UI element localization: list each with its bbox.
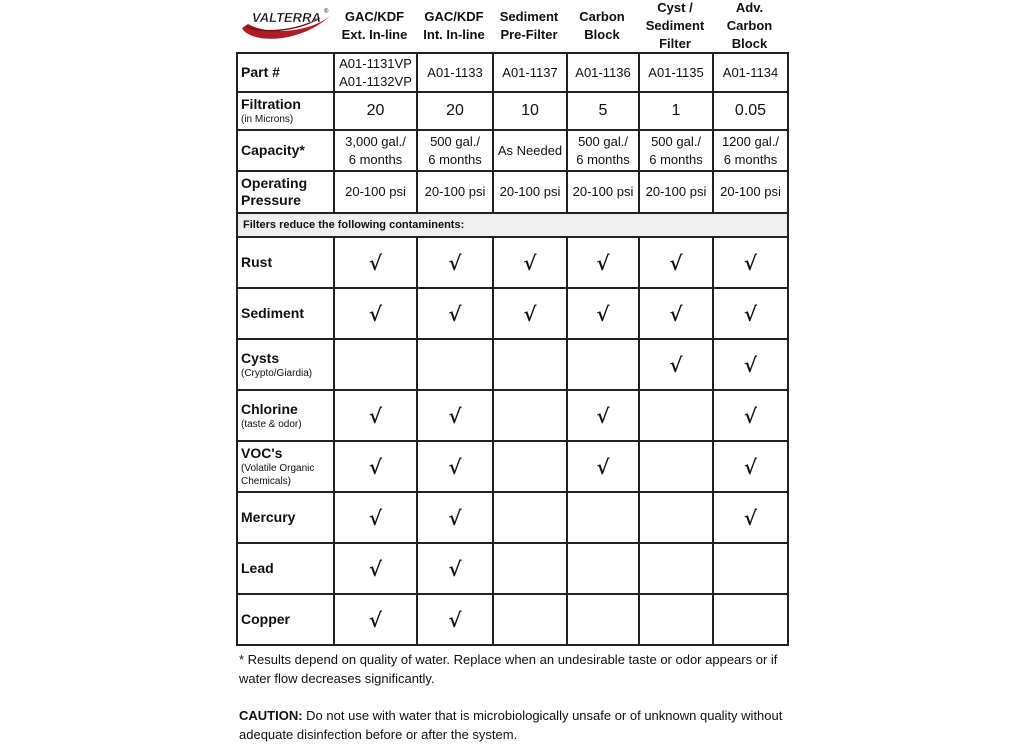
filtration-cell: 5 — [567, 92, 639, 130]
capacity-cell: 1200 gal./ 6 months — [713, 130, 788, 171]
spec-label-capacity — [237, 130, 334, 171]
row-label: VOC's — [241, 445, 283, 461]
empty-cell — [567, 492, 639, 543]
column-header: Cyst / Sediment Filter — [645, 0, 705, 51]
check-mark-cell: √ — [713, 390, 788, 441]
spec-row-part — [237, 53, 788, 92]
contaminant-label — [237, 237, 334, 288]
pressure-cell: 20-100 psi — [639, 171, 713, 213]
row-sublabel: (Crypto/Giardia) — [241, 367, 313, 379]
empty-cell — [417, 339, 493, 390]
row-label: Rust — [241, 254, 273, 270]
check-mark-cell: √ — [713, 492, 788, 543]
row-sublabel: (Volatile Organic Chemicals) — [241, 463, 315, 487]
valterra-logo — [240, 4, 332, 42]
filtration-cell: 20 — [334, 92, 417, 130]
check-mark-cell: √ — [567, 237, 639, 288]
caution-note — [239, 706, 799, 744]
filtration-cell: 1 — [639, 92, 713, 130]
row-label: Capacity* — [241, 142, 305, 158]
check-mark-cell: √ — [417, 237, 493, 288]
pressure-cell: 20-100 psi — [493, 171, 567, 213]
check-mark-cell: √ — [713, 237, 788, 288]
part-cell: A01-1137 — [493, 53, 567, 92]
check-mark-cell: √ — [567, 441, 639, 492]
contaminant-label — [237, 288, 334, 339]
empty-cell — [639, 390, 713, 441]
contaminant-row — [237, 288, 788, 339]
empty-cell — [493, 339, 567, 390]
check-mark-cell: √ — [334, 441, 417, 492]
spec-row-filtration — [237, 92, 788, 130]
spec-row-capacity — [237, 130, 788, 171]
contaminant-label — [237, 492, 334, 543]
check-mark-cell: √ — [334, 237, 417, 288]
check-mark-cell: √ — [493, 237, 567, 288]
empty-cell — [567, 543, 639, 594]
filtration-cell: 0.05 — [713, 92, 788, 130]
capacity-cell: 500 gal./ 6 months — [639, 130, 713, 171]
empty-cell — [639, 441, 713, 492]
row-label: Mercury — [241, 509, 296, 525]
check-mark-cell: √ — [713, 339, 788, 390]
empty-cell — [493, 441, 567, 492]
svg-text:®: ® — [324, 9, 329, 15]
empty-cell — [493, 594, 567, 645]
capacity-cell: 500 gal./ 6 months — [417, 130, 493, 171]
filtration-cell: 20 — [417, 92, 493, 130]
pressure-cell: 20-100 psi — [417, 171, 493, 213]
row-label: Part # — [241, 64, 280, 80]
spec-label-part — [237, 53, 334, 92]
contaminant-row — [237, 594, 788, 645]
column-header: GAC/KDF Ext. In-line — [341, 9, 408, 42]
empty-cell — [639, 543, 713, 594]
row-label: Operating Pressure — [241, 175, 308, 208]
check-mark-cell: √ — [334, 492, 417, 543]
check-mark-cell: √ — [334, 543, 417, 594]
empty-cell — [713, 594, 788, 645]
spec-label-filtration — [237, 92, 334, 130]
check-mark-cell: √ — [417, 390, 493, 441]
check-mark-cell: √ — [417, 288, 493, 339]
svg-text:VALTERRA: VALTERRA — [252, 10, 321, 25]
contaminant-label — [237, 543, 334, 594]
section-title: Filters reduce the following contaminents: — [237, 213, 788, 237]
empty-cell — [567, 339, 639, 390]
check-mark-cell: √ — [713, 441, 788, 492]
row-label: Lead — [241, 560, 274, 576]
contaminant-row — [237, 390, 788, 441]
empty-cell — [567, 594, 639, 645]
empty-cell — [334, 339, 417, 390]
check-mark-cell: √ — [639, 339, 713, 390]
check-mark-cell: √ — [493, 288, 567, 339]
contaminant-row — [237, 492, 788, 543]
column-header: GAC/KDF Int. In-line — [423, 9, 485, 42]
contaminant-label — [237, 441, 334, 492]
filtration-cell: 10 — [493, 92, 567, 130]
contaminant-row — [237, 339, 788, 390]
contaminant-label — [237, 390, 334, 441]
row-label: Chlorine — [241, 400, 298, 417]
section-row — [237, 213, 788, 237]
column-header: Adv. Carbon Block — [726, 0, 773, 51]
pressure-cell: 20-100 psi — [713, 171, 788, 213]
row-sublabel: (in Microns) — [241, 114, 294, 125]
pressure-cell: 20-100 psi — [567, 171, 639, 213]
contaminant-row — [237, 237, 788, 288]
empty-cell — [493, 390, 567, 441]
filter-comparison-table — [236, 52, 789, 646]
row-sublabel: (taste & odor) — [241, 418, 302, 430]
footnote: * Results depend on quality of water. Replace when an undesirable taste or odor appears or if water flow decreases significantly. — [239, 652, 778, 686]
check-mark-cell: √ — [639, 288, 713, 339]
contaminant-label — [237, 339, 334, 390]
spec-row-pressure — [237, 171, 788, 213]
row-label: Copper — [241, 611, 290, 627]
contaminant-row — [237, 441, 788, 492]
empty-cell — [493, 543, 567, 594]
caution-label: CAUTION: — [239, 708, 303, 723]
check-mark-cell: √ — [334, 594, 417, 645]
row-label: Filtration — [241, 96, 301, 112]
part-cell: A01-1136 — [567, 53, 639, 92]
capacity-cell: 500 gal./ 6 months — [567, 130, 639, 171]
check-mark-cell: √ — [567, 288, 639, 339]
part-cell: A01-1131VP A01-1132VP — [334, 53, 417, 92]
check-mark-cell: √ — [639, 237, 713, 288]
check-mark-cell: √ — [417, 492, 493, 543]
check-mark-cell: √ — [334, 288, 417, 339]
check-mark-cell: √ — [334, 390, 417, 441]
spec-label-pressure — [237, 171, 334, 213]
contaminant-label — [237, 594, 334, 645]
check-mark-cell: √ — [713, 288, 788, 339]
empty-cell — [713, 543, 788, 594]
check-mark-cell: √ — [567, 390, 639, 441]
check-mark-cell: √ — [417, 441, 493, 492]
empty-cell — [639, 594, 713, 645]
check-mark-cell: √ — [417, 594, 493, 645]
contaminant-row — [237, 543, 788, 594]
check-mark-cell: √ — [417, 543, 493, 594]
part-cell: A01-1133 — [417, 53, 493, 92]
row-label: Sediment — [241, 305, 305, 321]
empty-cell — [639, 492, 713, 543]
part-cell: A01-1134 — [713, 53, 788, 92]
column-header: Carbon Block — [579, 9, 625, 42]
capacity-cell: 3,000 gal./ 6 months — [334, 130, 417, 171]
empty-cell — [493, 492, 567, 543]
column-header: Sediment Pre-Filter — [499, 9, 559, 42]
caution-text: Do not use with water that is microbiologically unsafe or of unknown quality without adequate disinfection before or after the system. — [239, 708, 783, 742]
row-label: Cysts — [241, 349, 280, 366]
pressure-cell: 20-100 psi — [334, 171, 417, 213]
capacity-cell: As Needed — [493, 130, 567, 171]
part-cell: A01-1135 — [639, 53, 713, 92]
